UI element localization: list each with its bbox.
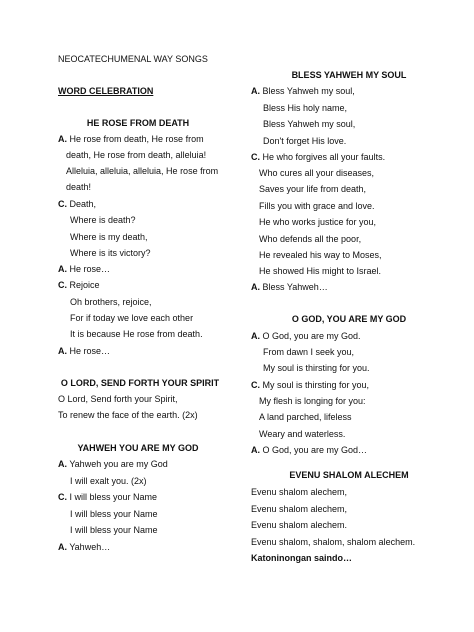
lyric-line: Alleluia, alleluia, alleluia, He rose from	[66, 166, 219, 176]
lyric-line: Evenu shalom alechem.	[251, 520, 348, 530]
song-title: EVENU SHALOM ALECHEM	[289, 470, 409, 480]
document-title: NEOCATECHUMENAL WAY SONGS	[58, 54, 208, 64]
part-marker: A.	[58, 346, 67, 356]
part-marker: A.	[251, 86, 260, 96]
lyric-line: I will exalt you. (2x)	[70, 476, 147, 486]
song-title: BLESS YAHWEH MY SOUL	[291, 70, 407, 80]
lyric-line: C. Rejoice	[58, 280, 100, 290]
lyric-line: Evenu shalom alechem,	[251, 487, 348, 497]
lyric-line: Who defends all the poor,	[259, 234, 362, 244]
lyric-line: Weary and waterless.	[259, 429, 346, 439]
part-marker: A.	[58, 134, 67, 144]
lyric-line: I will bless your Name	[70, 525, 158, 535]
part-marker: C.	[251, 380, 260, 390]
lyric-line: A. Yahweh…	[58, 542, 111, 552]
part-marker: A.	[58, 459, 67, 469]
lyric-line: A. Bless Yahweh…	[251, 282, 328, 292]
lyric-line: He showed His might to Israel.	[259, 266, 382, 276]
part-marker: A.	[251, 445, 260, 455]
lyric-line: Saves your life from death,	[259, 184, 367, 194]
lyric-line: A. Bless Yahweh my soul,	[251, 86, 355, 96]
section-heading: WORD CELEBRATION	[58, 86, 154, 96]
lyric-line: Who cures all your diseases,	[259, 168, 375, 178]
lyric-line: My flesh is longing for you:	[259, 396, 366, 406]
part-marker: A.	[251, 331, 260, 341]
lyric-line: Bless His holy name,	[263, 103, 348, 113]
lyric-line: For if today we love each other	[70, 313, 194, 323]
part-marker: A.	[58, 264, 67, 274]
song-title: HE ROSE FROM DEATH	[86, 118, 190, 128]
lyric-line: To renew the face of the earth. (2x)	[58, 410, 198, 420]
lyric-line: Fills you with grace and love.	[259, 201, 375, 211]
lyric-line: Oh brothers, rejoice,	[70, 297, 152, 307]
lyric-line: Where is death?	[70, 215, 136, 225]
lyric-line: My soul is thirsting for you.	[263, 363, 370, 373]
part-marker: A.	[58, 542, 67, 552]
lyric-line: A. He rose from death, He rose from	[58, 134, 204, 144]
lyric-line: I will bless your Name	[70, 509, 158, 519]
lyric-line: C. He who forgives all your faults.	[251, 152, 386, 162]
lyric-line: It is because He rose from death.	[70, 329, 203, 339]
part-marker: C.	[251, 152, 260, 162]
lyric-line: C. I will bless your Name	[58, 492, 158, 502]
lyric-line: Evenu shalom alechem,	[251, 504, 348, 514]
lyric-line: A. O God, you are my God…	[251, 445, 368, 455]
lyric-line: A land parched, lifeless	[259, 412, 352, 422]
lyric-line: A. O God, you are my God.	[251, 331, 361, 341]
song-title: O LORD, SEND FORTH YOUR SPIRIT	[60, 378, 220, 388]
lyric-line: death!	[66, 182, 92, 192]
part-marker: C.	[58, 492, 67, 502]
lyric-line: He who works justice for you,	[259, 217, 377, 227]
lyric-line: C. Death,	[58, 199, 97, 209]
lyric-line: Evenu shalom, shalom, shalom alechem.	[251, 537, 416, 547]
lyric-line: Where is its victory?	[70, 248, 151, 258]
lyric-line: O Lord, Send forth your Spirit,	[58, 394, 178, 404]
lyric-line: A. Yahweh you are my God	[58, 459, 168, 469]
lyric-line: Bless Yahweh my soul,	[263, 119, 356, 129]
song-title: O GOD, YOU ARE MY GOD	[291, 314, 407, 324]
lyric-line: A. He rose…	[58, 264, 111, 274]
closing-line: Katoninongan saindo…	[251, 553, 352, 563]
lyric-line: From dawn I seek you,	[263, 347, 355, 357]
lyric-line: C. My soul is thirsting for you,	[251, 380, 370, 390]
part-marker: A.	[251, 282, 260, 292]
lyric-line: A. He rose…	[58, 346, 111, 356]
lyric-line: Where is my death,	[70, 232, 148, 242]
lyric-line: Don't forget His love.	[263, 136, 347, 146]
part-marker: C.	[58, 199, 67, 209]
lyric-line: He revealed his way to Moses,	[259, 250, 382, 260]
part-marker: C.	[58, 280, 67, 290]
song-title: YAHWEH YOU ARE MY GOD	[77, 443, 199, 453]
lyric-line: death, He rose from death, alleluia!	[66, 150, 207, 160]
